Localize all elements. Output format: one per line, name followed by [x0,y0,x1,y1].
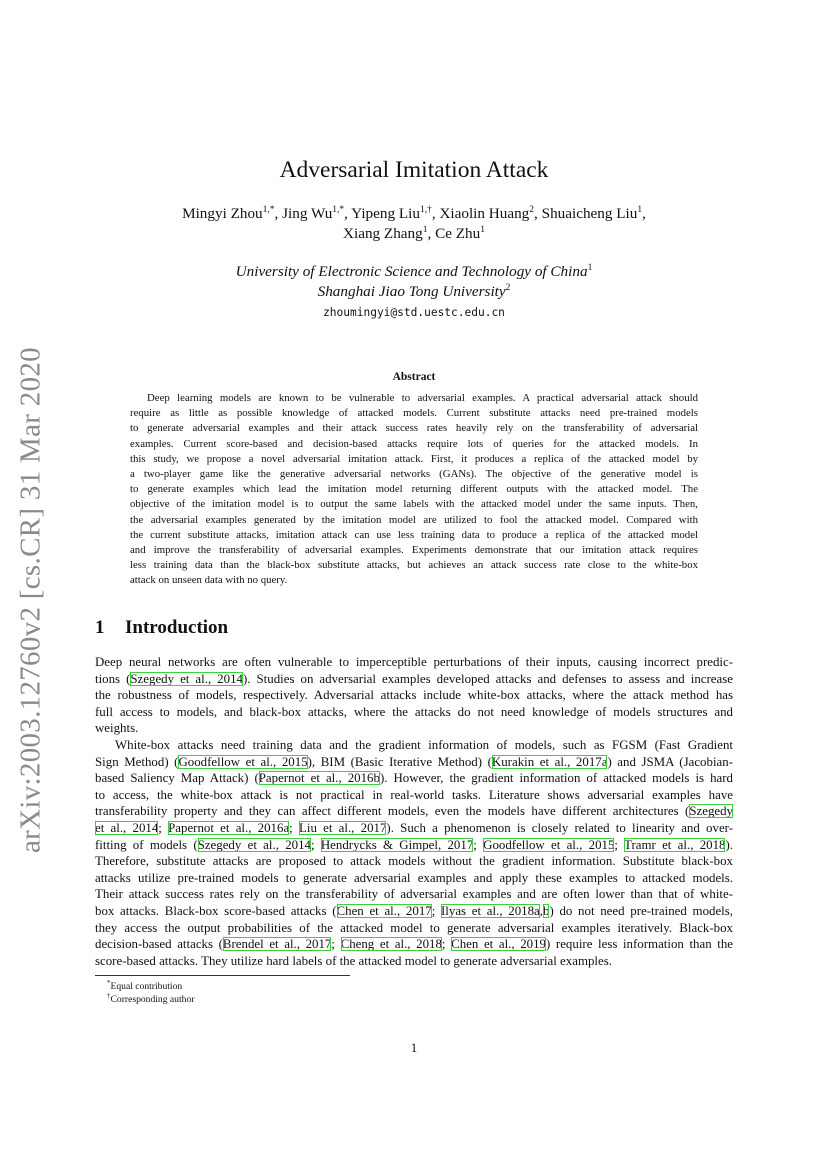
author-affiliation-marker: 1 [637,205,643,215]
text-run: ; [289,820,299,835]
author-name: Ce Zhu [435,225,481,243]
citation-link[interactable]: Hendrycks & Gimpel, 2017 [320,837,474,852]
text-run: box attacks. Black-box score-based attacks ( [95,903,337,918]
footnote-text: Equal contribution [110,981,183,993]
abstract-line: and improve the transferability of adversarial examples. Experiments demonstrate that our imitation attack requires [130,544,698,557]
text-run: ) do not need pre-trained models, [549,903,733,918]
arxiv-identifier-stamp [10,347,52,853]
citation-link[interactable]: et al., 2014 [95,820,159,835]
text-run: ), BIM (Basic Iterative Method) ( [307,754,492,769]
text-run: they access the output probabilities of the attacked model to generate adversarial examples iteratively. Black-box [95,920,733,935]
citation-link[interactable]: Tramr et al., 2018 [624,837,726,852]
abstract-heading: Abstract [392,371,436,383]
text-run: ). Such a phenomenon is closely related to linearity and over- [386,820,733,835]
footnote-divider [95,975,350,976]
abstract-line: require as little as possible knowledge of attacked models. Current substitute attacks need pre-trained models [130,407,698,420]
author-name: Jing Wu [282,205,333,223]
abstract-line: less training data than the black-box substitute attacks, but achieves an attack success rate close to the white-box [130,559,698,572]
citation-link[interactable]: Cheng et al., 2018 [340,937,442,952]
author-affiliation-marker: 1,† [419,205,432,215]
section-title: Introduction [125,617,229,638]
author-affiliation-marker: 1 [480,225,485,235]
paragraph-line [95,820,733,837]
paragraph-line [95,720,733,737]
paragraph-line [95,770,733,787]
paragraph-line [95,886,733,903]
abstract-line: examples. Current score-based and decision-based attacks require lots of queries for the attacked models. In [130,437,698,450]
text-run: ). [725,837,733,852]
text-run: Their attack success rates rely on the transferability of adversarial examples and are often lower than that of white- [95,887,733,902]
author-affiliation-marker: 1,* [262,205,275,215]
text-run: ; [614,837,625,852]
paragraph-line [95,936,733,953]
paragraph-line [95,837,733,854]
author-separator: , [431,205,440,223]
text-run: Sign Method) ( [95,754,179,769]
paragraph-line [95,704,733,721]
affiliation-name: Shanghai Jiao Tong University [317,283,506,301]
citation-link[interactable]: Kurakin et al., 2017a [491,754,608,769]
text-run: ). Studies on adversarial examples developed attacks and defenses to assess and increase [242,671,733,686]
affiliation-marker: 2 [505,283,511,293]
author-separator: , [274,205,283,223]
abstract-line: objective of the imitation model is to output the same labels with the attacked model under the same inputs. Then, [130,498,698,511]
footnote-mark: * [107,979,111,987]
text-run: tions ( [95,671,131,686]
citation-link[interactable]: Papernot et al., 2016b [258,771,380,786]
text-run: weights. [95,721,139,736]
citation-link[interactable]: Szegedy [689,804,733,819]
citation-link[interactable]: Brendel et al., 2017 [222,937,332,952]
author-name: Shuaicheng Liu [541,205,638,223]
citation-link[interactable]: Papernot et al., 2016a [168,820,290,835]
text-run: ; [473,837,484,852]
citation-link[interactable]: Chen et al., 2019 [451,937,547,952]
abstract-line: to generate examples which lead the imitation model returning different outputs with the attacked model. The [130,483,698,496]
paragraph-line [95,803,733,820]
page-number: 1 [410,1040,418,1055]
affiliation-marker: 1 [587,263,593,273]
text-run: ; [431,903,442,918]
paragraph-line [95,737,733,754]
abstract-line: the current substitute attacks, imitation attack can use less training data to produce a replica of the attacked model [130,528,698,541]
text-run: based Saliency Map Attack) ( [95,771,259,786]
arxiv-identifier-text: arXiv:2003.12760v2 [cs.CR] 31 Mar 2020 [14,347,47,853]
paragraph-line [95,787,733,804]
text-run: attacks utilize pre-trained models to generate adversarial examples and apply these examples to attacked models. [95,870,733,885]
abstract-line: Deep learning models are known to be vulnerable to adversarial examples. A practical adversarial attack should [147,392,698,404]
abstract-line: attack on unseen data with no query. [130,574,288,587]
affiliation-1 [0,263,828,281]
author-name: Xiaolin Huang [439,205,530,223]
text-run: the robustness of models, respectively. Adversarial attacks include white-box attacks, where the attack method has [95,688,733,703]
text-run: ) require less information than the [546,937,734,952]
introduction-body [95,654,733,969]
paragraph-line [95,687,733,704]
author-list-line-2 [0,225,828,243]
citation-link[interactable]: Ilyas et al., 2018a [441,903,540,918]
paragraph-line [95,920,733,937]
text-run: Deep neural networks are often vulnerable to imperceptible perturbations of their inputs, causing incorrect predic- [95,655,733,669]
text-run: full access to models, and black-box attacks, where the attacks do not need knowledge of models structures and [95,704,733,719]
text-run: decision-based attacks ( [95,937,223,952]
text-run: to access, the white-box attack is not practical in real-world tasks. Literature shows adversarial examples have [95,787,733,802]
paragraph-line [95,870,733,887]
affiliation-2 [0,283,828,301]
text-run: ) and JSMA (Jacobian- [607,754,733,769]
text-run: ; [331,937,341,952]
author-separator: , [642,205,646,223]
author-name: Xiang Zhang [343,225,423,243]
footnote-corresponding-author [107,992,194,1005]
citation-link[interactable]: Goodfellow et al., 2015 [483,837,615,852]
author-separator: , [427,225,436,243]
citation-link[interactable]: b [543,903,550,918]
author-separator: , [344,205,352,223]
paragraph-line [95,853,733,870]
footnote-mark: † [107,992,111,1000]
footnote-text: Corresponding author [110,994,195,1006]
abstract-line: to generate adversarial examples and their attack success rates heavily rely on the transferability of adversarial [130,422,698,435]
text-run: ; [441,937,452,952]
text-run: score-based attacks. They utilize hard labels of the attacked model to generate adversarial examples. [95,953,612,968]
paragraph-line [95,654,733,671]
contact-email[interactable]: zhoumingyi@std.uestc.edu.cn [323,306,505,319]
citation-link[interactable]: Chen et al., 2017 [336,903,432,918]
text-run: fitting of models ( [95,837,198,852]
author-name: Mingyi Zhou [182,205,263,223]
text-run: ; [311,837,321,852]
author-separator: , [534,205,542,223]
text-run: Therefore, substitute attacks are proposed to attack models without the gradient information. Substitute black-box [95,854,733,869]
section-heading [95,617,228,639]
author-affiliation-marker: 1 [422,225,428,235]
author-name: Yipeng Liu [351,205,420,223]
text-run: ). However, the gradient information of attacked models is hard [379,771,733,786]
author-affiliation-marker: 2 [529,205,535,215]
abstract-line: this study, we propose a novel adversarial imitation attack. First, it produces a replica of the attacked model by [130,452,698,465]
citation-link[interactable]: Goodfellow et al., 2015 [178,754,308,769]
text-run: , [539,903,543,918]
abstract-line: a two-player game like the generative adversarial networks (GANs). The objective of the generative model is [130,468,698,481]
footnote-equal-contribution [107,979,182,992]
citation-link[interactable]: Liu et al., 2017 [298,820,387,835]
abstract-line: the adversarial examples generated by the imitation model are utilized to fool the attacked model. Compared with [130,513,698,526]
paragraph-line [95,671,733,688]
abstract-body [130,391,698,589]
paragraph-line [95,953,733,970]
section-number: 1 [95,617,105,638]
citation-link[interactable]: Szegedy et al., 2014 [197,837,311,852]
paragraph-line [95,754,733,771]
affiliation-name: University of Electronic Science and Technology of China [235,263,588,281]
text-run: ; [158,820,169,835]
author-affiliation-marker: 1,* [332,205,345,215]
paragraph-line [95,903,733,920]
author-list-line-1 [0,205,828,223]
paper-title: Adversarial Imitation Attack [279,157,549,183]
text-run: White-box attacks need training data and the gradient information of models, such as FGSM (Fast Gradient [115,737,733,752]
text-run: transferability property and they can affect different models, even the models have different architectures ( [95,804,690,819]
citation-link[interactable]: Szegedy et al., 2014 [130,671,243,686]
